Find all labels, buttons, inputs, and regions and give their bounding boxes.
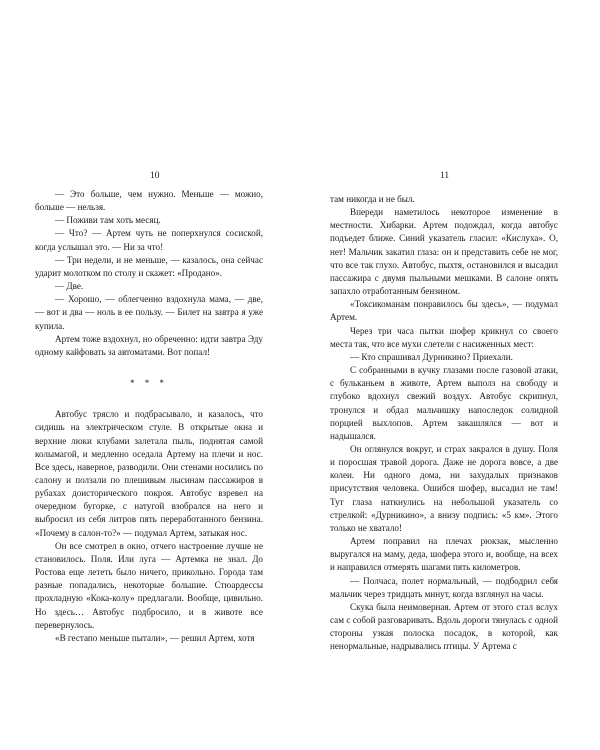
paragraph: — Это больше, чем нужно. Меньше — можно, больше — нельзя. <box>35 189 263 213</box>
paragraph: Он все смотрел в окно, отчего настроение лучше не становилось. Поля. Или луга — Артемка не знал. До Ростова еще лететь было ничего, прикольно. Города там разные попадались, некоторые большие. Стюардессы прохладную «Кока-колу» предлагали. Вообще, цивильно. Но здесь… Автобус подбросило, и в животе все перевернулось. <box>35 540 263 630</box>
right-page <box>300 0 600 750</box>
paragraph: — Три недели, и не меньше, — казалось, она сейчас ударит молотком по столу и скажет: «Продано». <box>35 254 263 278</box>
paragraph: — Что? — Артем чуть не поперхнулся сосиской, когда услышал это. — Ни за что! <box>35 228 263 252</box>
paragraph: «Токсикоманам понравилось бы здесь», — подумал Артем. <box>330 299 558 323</box>
paragraph: там никогда и не был. <box>330 194 415 204</box>
paragraph: Скука была неимоверная. Артем от этого стал вслух сам с собой разговаривать. Вдоль дороги тянулась с одной стороны узкая полоска посадок, в которой, как ненормальные, надрывались птицы. У Артема с <box>330 601 558 652</box>
paragraph: Впереди наметилось некоторое изменение в местности. Хибарки. Артем подождал, когда автобус подъедет ближе. Синий указатель гласил: «Кислуха». О, нет! Мальчик закатил глаза: он и представить себе не мог, что все так глухо. Автобус, пыхтя, остановился и высадил пассажира с двумя пыльными мешками. В салоне опять запахло отработанным бензином. <box>330 207 558 297</box>
paragraph: — Две. <box>55 281 84 292</box>
left-page-text <box>35 188 263 645</box>
paragraph: С собранными в кучку глазами после газовой атаки, с бульканьем в животе, Артем выполз на свободу и глубоко вдохнул свежий воздух. Автобус скрипнул, тронулся и обдал мальчишку напоследок солидной порцией выхлопов. Артем закашлялся — вот и надышался. <box>330 365 558 441</box>
paragraph: — Хорошо, — облегченно вздохнула мама, — две, — вот и два — ноль в ее пользу. — Билет на завтра я уже купила. <box>35 294 263 331</box>
paragraph: Автобус трясло и подбрасывало, и казалось, что сидишь на электрическом стуле. В открытые окна и верхние люки клубами залетала пыль, поднятая самой колымагой, и медленно оседала Артему на плечи и нос. Все здесь, наверное, разводили. Они стенами носились по салону и ползали по плешивым лысинам пассажиров в рубахах доисторического покроя. Автобус взревел на очередном бугорке, с натугой взобрался на него и выбросил из себя литров пять переработанного бензина. «Почему в салон-то?» — подумал Артем, затыкая нос. <box>35 409 263 538</box>
section-separator: * * * <box>130 378 168 389</box>
paragraph: «В гестапо меньше пытали», — решил Артем, хотя <box>55 632 255 643</box>
paragraph: — Полчаса, полет нормальный, — подбодрил себя мальчик через тридцать минут, когда взглянул на часы. <box>330 575 558 599</box>
paragraph: Артем тоже вздохнул, но обреченно: идти завтра Эду одному кайфовать за автоматами. Вот попал! <box>35 333 263 357</box>
paragraph: Он оглянулся вокруг, и страх закрался в душу. Поля и поросшая травой дорога. Даже не дорога вовсе, а две колеи. Ни одного дома, ни захудалых признаков присутствия человека. Ошибся шофер, высадил не там! Тут глаза наткнулись на небольшой указатель со стрелкой: «Дурникино», а внизу подпись: «5 км». Этого только не хватало! <box>330 443 558 533</box>
right-page-text <box>330 193 558 653</box>
page-number-left: 10 <box>150 171 160 181</box>
paragraph: — Поживи там хоть месяц. <box>55 215 161 226</box>
page-number-right: 11 <box>440 171 450 181</box>
paragraph: Артем поправил на плечах рюкзак, мысленно выругался на маму, деда, шофера этого и, вообще, на всех и направился отмерять шагами пять километров. <box>330 536 558 573</box>
paragraph: Через три часа пытки шофер крикнул со своего места так, что все мухи слетели с насиженных мест: <box>330 325 558 349</box>
paragraph: — Кто спрашивал Дурникино? Приехали. <box>350 351 513 362</box>
